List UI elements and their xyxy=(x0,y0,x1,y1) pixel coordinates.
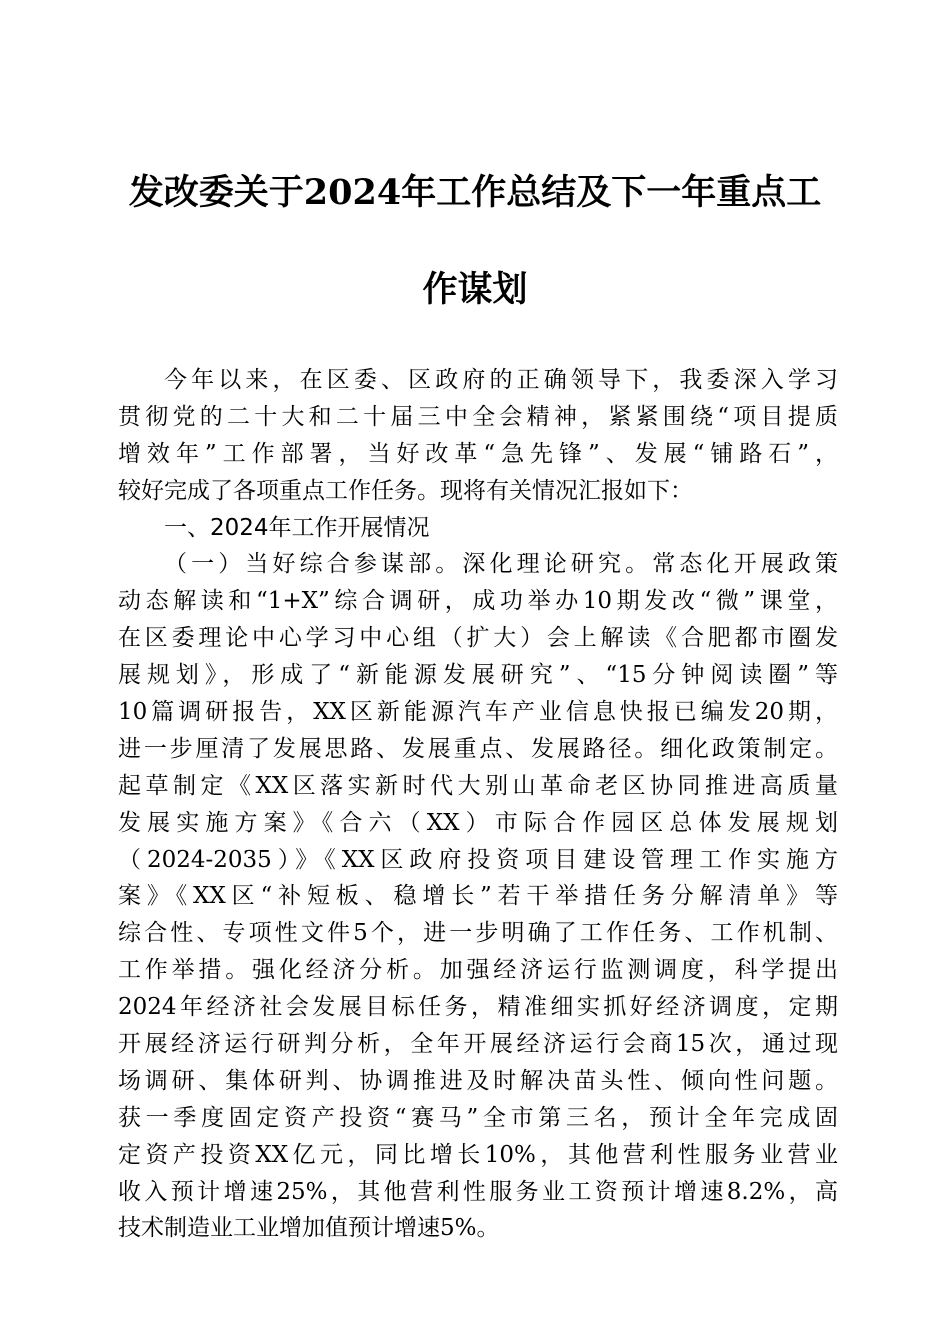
body-line: 展规划》，形成了“新能源发展研究”、“15分钟阅读圈”等 xyxy=(118,662,838,689)
body-line: 进一步厘清了发展思路、发展重点、发展路径。细化政策制定。 xyxy=(118,735,838,762)
subsection-first-line xyxy=(118,546,838,583)
body-line: 2024年经济社会发展目标任务，精准细实抓好经济调度，定期 xyxy=(118,994,838,1021)
subsection-first-line-text: 深化理论研究。常态化开展政策 xyxy=(462,551,838,578)
body-line: 在区委理论中心学习中心组（扩大）会上解读《合肥都市圈发 xyxy=(118,625,838,652)
body-line: （2024-2035）》《XX区政府投资项目建设管理工作实施方 xyxy=(118,846,838,873)
document-body xyxy=(118,362,838,1247)
body-line: 开展经济运行研判分析，全年开展经济运行会商15次，通过现 xyxy=(118,1031,838,1058)
document-title-line-2: 作谋划 xyxy=(422,269,528,310)
document-title-line-1: 发改委关于2024年工作总结及下一年重点工 xyxy=(128,172,822,213)
body-line: 起草制定《XX区落实新时代大别山革命老区协同推进高质量 xyxy=(118,772,838,799)
body-line: 综合性、专项性文件5个，进一步明确了工作任务、工作机制、 xyxy=(118,920,838,947)
body-line: 收入预计增速25%，其他营利性服务业工资预计增速8.2%，高 xyxy=(118,1178,838,1205)
intro-line: 今年以来，在区委、区政府的正确领导下，我委深入学习 xyxy=(164,367,838,393)
body-line: 发展实施方案》《合六（XX）市际合作园区总体发展规划 xyxy=(118,809,838,836)
intro-line: 增效年”工作部署，当好改革“急先锋”、发展“铺路石”， xyxy=(118,440,838,467)
body-line: 获一季度固定资产投资“赛马”全市第三名，预计全年完成固 xyxy=(118,1104,838,1131)
intro-line: 贯彻党的二十大和二十届三中全会精神，紧紧围绕“项目提质 xyxy=(118,403,838,430)
intro-line: 较好完成了各项重点工作任务。现将有关情况汇报如下： xyxy=(118,477,693,504)
body-line: 定资产投资XX亿元，同比增长10%，其他营利性服务业营业 xyxy=(118,1141,838,1168)
body-line: 技术制造业工业增加值预计增速5%。 xyxy=(118,1215,500,1242)
body-line: 10篇调研报告，XX区新能源汽车产业信息快报已编发20期， xyxy=(118,699,838,726)
subsection-heading: （一）当好综合参谋部。 xyxy=(164,551,463,578)
body-line: 场调研、集体研判、协调推进及时解决苗头性、倾向性问题。 xyxy=(118,1067,838,1094)
body-line: 工作举措。强化经济分析。加强经济运行监测调度，科学提出 xyxy=(118,957,838,984)
body-line: 动态解读和“1+X”综合调研，成功举办10期发改“微”课堂， xyxy=(118,588,838,615)
body-line: 案》《XX区“补短板、稳增长”若干举措任务分解清单》等 xyxy=(118,883,838,910)
section-heading: 一、2024年工作开展情况 xyxy=(164,514,430,541)
